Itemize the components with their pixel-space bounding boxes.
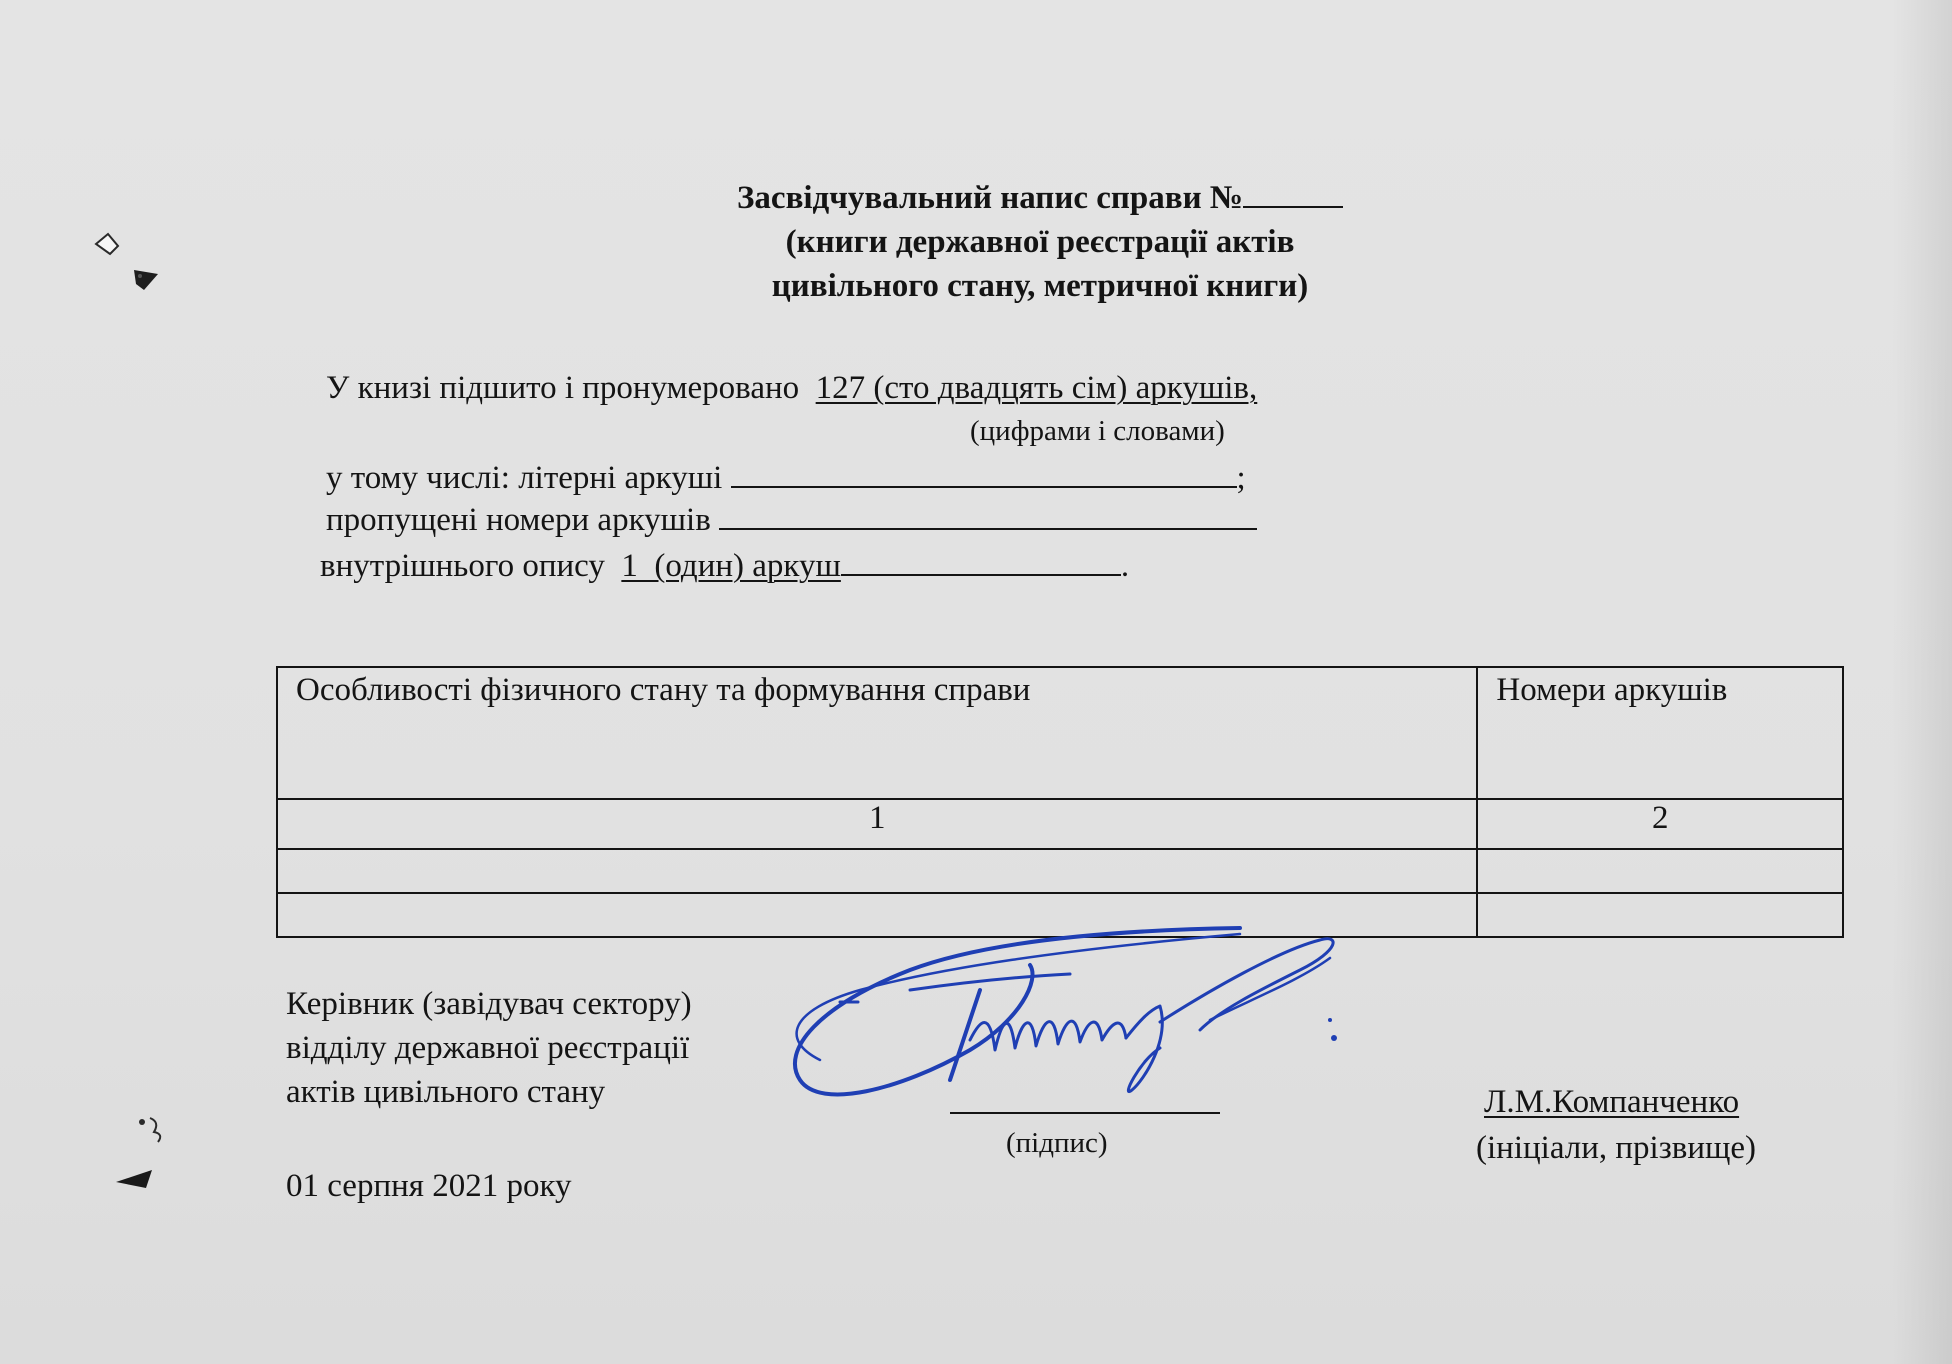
pages-count-label: У книзі підшито і пронумеровано [326, 370, 800, 406]
table-col-number-2: 2 [1477, 799, 1843, 849]
inner-inventory-value: 1 (один) аркуш [621, 548, 841, 584]
signer-line-2: відділу державної реєстрації [286, 1030, 690, 1066]
inner-inventory-label: внутрішнього опису [320, 548, 605, 584]
missing-pages-line [326, 498, 1257, 540]
document-title [670, 176, 1410, 308]
page-edge-shadow [1892, 0, 1952, 1364]
letter-pages-blank [731, 456, 1237, 488]
letter-pages-label: у тому числі: літерні аркуші [326, 460, 723, 496]
case-number-blank [1243, 176, 1343, 208]
table-cell [1477, 849, 1843, 893]
signer-name: Л.М.Компанченко [1484, 1084, 1740, 1120]
title-line-2: (книги державної реєстрації актів [785, 224, 1295, 260]
pages-count-line [326, 368, 1257, 408]
table-header-features: Особливості фізичного стану та формування справи [277, 667, 1477, 799]
inner-inventory-line [320, 544, 1129, 586]
pages-count-value: 127 (сто двадцять сім) аркушів, [815, 370, 1258, 406]
title-line-1: Засвідчувальний напис справи № [670, 176, 1410, 220]
punch-hole-bottom [112, 1104, 202, 1194]
table-header-row [277, 667, 1843, 799]
inner-inventory-blank [841, 544, 1121, 576]
table-header-sheet-numbers: Номери аркушів [1477, 667, 1843, 799]
missing-pages-label: пропущені номери аркушів [326, 502, 711, 538]
physical-state-table [276, 666, 1844, 938]
punch-hole-top [88, 226, 168, 306]
signature-hint: (підпис) [1006, 1127, 1108, 1159]
table-cell [1477, 893, 1843, 937]
signer-position [286, 982, 692, 1114]
missing-pages-blank [719, 498, 1257, 530]
handwritten-signature [740, 910, 1460, 1120]
signer-line-3: актів цивільного стану [286, 1074, 606, 1110]
letter-pages-end: ; [1236, 460, 1246, 496]
title-line-3: цивільного стану, метричної книги) [771, 268, 1309, 304]
document-date: 01 серпня 2021 року [286, 1168, 572, 1204]
signer-name-hint: (ініціали, прізвище) [1476, 1130, 1757, 1166]
table-cell [277, 849, 1477, 893]
table-row [277, 849, 1843, 893]
table-number-row [277, 799, 1843, 849]
inner-inventory-end: . [1120, 548, 1130, 584]
table-col-number-1: 1 [277, 799, 1477, 849]
letter-pages-line [326, 456, 1246, 498]
pages-count-hint: (цифрами і словами) [970, 415, 1225, 447]
signer-line-1: Керівник (завідувач сектору) [286, 986, 692, 1022]
